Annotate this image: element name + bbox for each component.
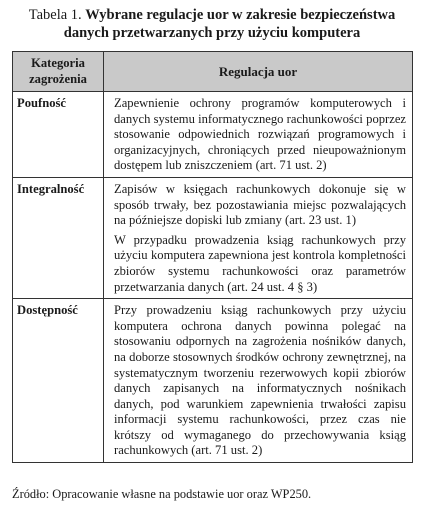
table-row xyxy=(13,177,413,298)
caption-title: Wybrane regulacje uor w zakresie bezpieczeństwa danych przetwarzanych przy użyciu komputera xyxy=(63,7,396,41)
regulation-text: Przy prowadzeniu ksiąg rachunkowych przy użyciu komputera ochrona danych powinna polegać na stosowaniu odpornych na zagrożenia nośników danych, na doborze stosownych środków ochrony zewnętrznej, na systematycznym tworzeniu rezerwowych kopii zbiorów danych zapisanych na informatycznych nośnikach danych, pod warunkiem zapewnienia trwałości zapisu informacji systemu rachunkowości, przez czas nie krótszy od wymaganego do przechowywania ksiąg rachunkowych (art. 71 ust. 2) xyxy=(114,303,406,458)
source-note: Źródło: Opracowanie własne na podstawie uor oraz WP250. xyxy=(12,487,312,501)
table-header-row xyxy=(13,52,413,92)
regulation-cell xyxy=(104,177,413,298)
regulations-table xyxy=(12,51,413,463)
caption-prefix: Tabela 1. xyxy=(28,7,82,23)
category-cell: Dostępność xyxy=(13,299,104,463)
regulation-text: W przypadku prowadzenia ksiąg rachunkowych przy użyciu komputera zapewniona jest kontrola kompletności zbiorów systemu rachunkowości oraz parametrów przetwarzania danych (art. 24 ust. 4 § 3) xyxy=(114,232,406,294)
table-row xyxy=(13,299,413,463)
regulation-text: Zapewnienie ochrony programów komputerowych i danych systemu informatycznego rachunkowości poprzez stosowanie odpowiednich rozwiązań programowych i organizacyjnych, chroniących przed nieupoważnionym dostępem lub zniszczeniem (art. 71 ust. 2) xyxy=(114,96,406,173)
category-cell: Integralność xyxy=(13,177,104,298)
header-regulation: Regulacja uor xyxy=(104,52,413,92)
category-cell: Poufność xyxy=(13,92,104,178)
header-category: Kategoria zagrożenia xyxy=(13,52,104,92)
table-row xyxy=(13,92,413,178)
regulation-text: Zapisów w księgach rachunkowych dokonuje się w sposób trwały, bez pozostawiania miejsc pozwalających na późniejsze dopiski lub zmiany (art. 23 ust. 1) xyxy=(114,181,406,228)
table-caption xyxy=(12,6,412,42)
regulation-cell xyxy=(104,299,413,463)
regulation-cell xyxy=(104,92,413,178)
